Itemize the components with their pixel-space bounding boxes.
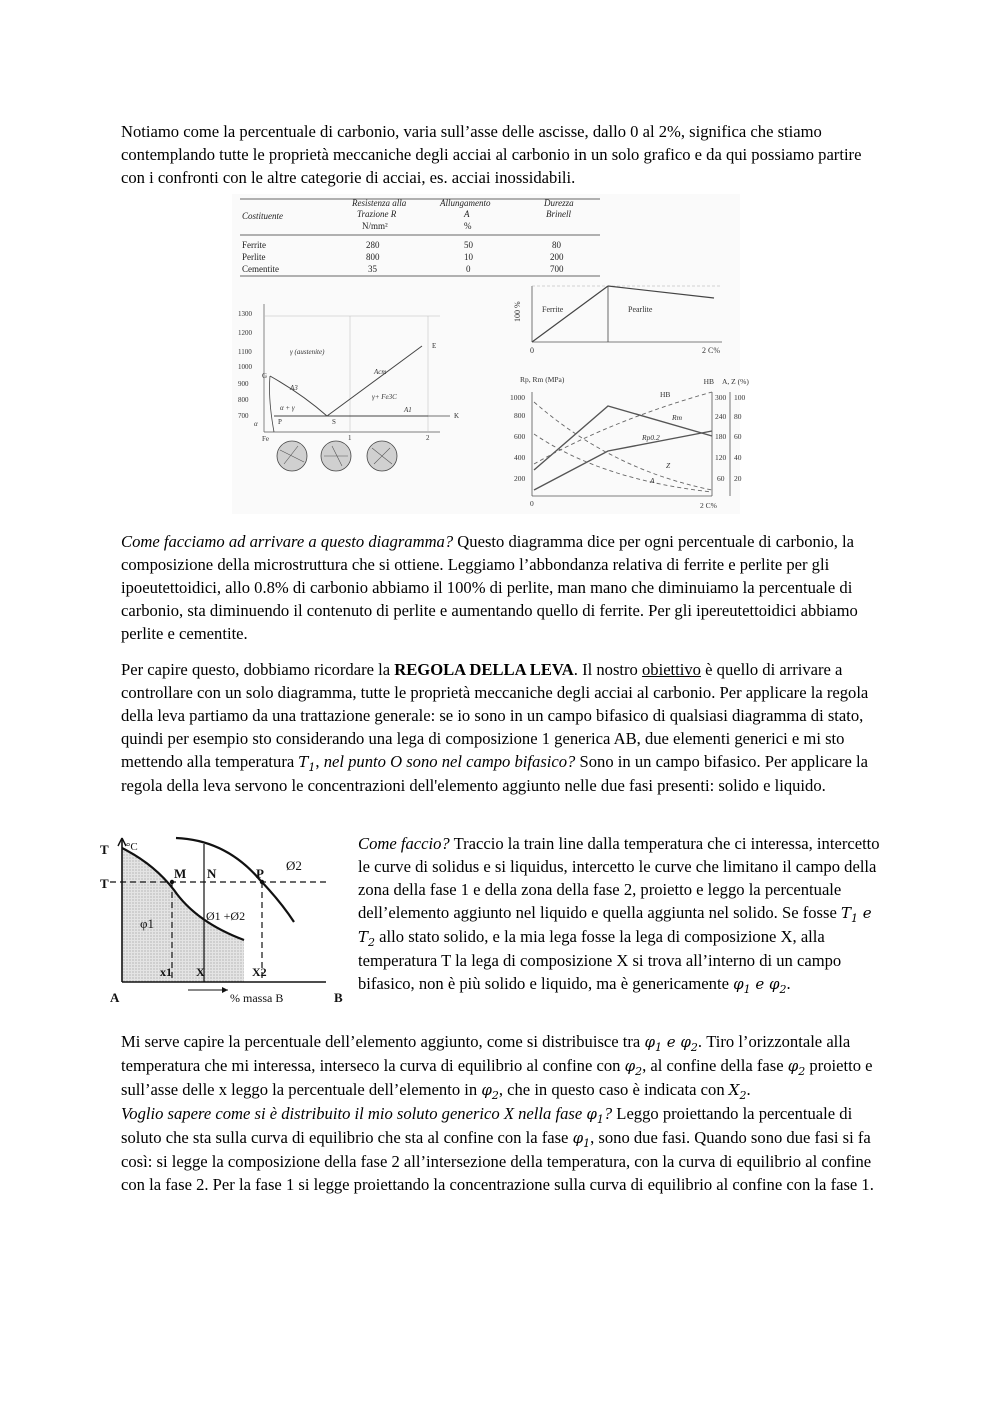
table-header-allungamento: Allungamento bbox=[440, 198, 491, 208]
mid-tick: 120 bbox=[715, 453, 727, 462]
text-run: Sono in un campo bifasico. Per applicare la regola della leva servono le concentrazioni dell'elemento aggiunto nelle due fasi presenti: solido e liquido. bbox=[121, 752, 868, 795]
math-symbol: φ bbox=[481, 1081, 492, 1099]
text-run: Traccio la train line dalla temperatura che ci interessa, intercetto le curve di solidus e si liquidus, intercetto le curve che limitano il campo della zona della fase 1 e della zona della fase 2, proietto e leggo la percentuale dell’elemento aggiunto nel liquido e quella aggiunta nel solido. Se fosse bbox=[358, 834, 880, 922]
bold-lever-rule: REGOLA DELLA LEVA bbox=[394, 660, 574, 679]
math-phi1 bbox=[733, 975, 751, 996]
math-symbol: φ bbox=[586, 1105, 597, 1123]
math-subscript: 2 bbox=[635, 1065, 643, 1078]
label-a1: A1 bbox=[404, 406, 412, 414]
x2-label: X2 bbox=[252, 965, 267, 979]
table-header-costituente: Costituente bbox=[242, 211, 283, 221]
label-z: Z bbox=[666, 461, 671, 470]
text-run: , al confine della fase bbox=[642, 1056, 788, 1075]
x-label: X bbox=[196, 965, 205, 979]
math-subscript: 2 bbox=[491, 1089, 499, 1102]
text-run: , che in questo caso è indicata con bbox=[498, 1080, 729, 1099]
micro-x0: 0 bbox=[530, 346, 534, 355]
table-cell: 10 bbox=[464, 252, 473, 262]
micro-x2: 2 C% bbox=[702, 346, 720, 355]
table-cell: 80 bbox=[552, 240, 561, 250]
right-tick: 80 bbox=[734, 412, 742, 421]
text-run: Questo diagramma dice per ogni percentuale di carbonio, la composizione della microstruttura che si ottiene. Leggiamo l’abbondanza relativa di ferrite e perlite per gli ipoeutettoidici, allo 0.8% di carbonio abbiamo il 100% di perlite, man mano che diminuiamo la percentuale di carbonio, sta diminuendo il contenuto di perlite e aumentando quello di ferrite. Per gli ipereutettoidici abbiamo perlite e cementite. bbox=[121, 532, 858, 643]
text-run: , bbox=[315, 752, 324, 771]
a-label: A bbox=[110, 990, 120, 1005]
t-axis-label: T bbox=[100, 842, 109, 857]
props-y-left-label: Rp, Rm (MPa) bbox=[520, 375, 565, 384]
lever-rule-diagram bbox=[96, 830, 346, 1005]
table-header-durezza: Durezza bbox=[544, 198, 574, 208]
italic-question: Come faccio? bbox=[358, 834, 450, 853]
math-t1 bbox=[298, 753, 316, 774]
label-e: E bbox=[432, 342, 437, 350]
text-run: . Il nostro bbox=[573, 660, 642, 679]
math-symbol: φ bbox=[680, 1033, 691, 1051]
table-header-resistenza: Resistenza alla bbox=[352, 198, 407, 208]
label-alpha: α bbox=[254, 420, 258, 428]
y-tick: 800 bbox=[238, 396, 249, 404]
text-run: Notiamo come la percentuale di carbonio, varia sull’asse delle ascisse, dallo 0 al 2%, significa che stiamo contemplando tutte le proprietà meccaniche degli acciai al carbonio in un solo grafico e da qui possiamo partire con i confronti con le altre categorie di acciai, es. acciai inossidabili. bbox=[121, 122, 862, 187]
label-k: K bbox=[454, 412, 460, 420]
math-phi2 bbox=[624, 1057, 643, 1078]
math-phi2 bbox=[769, 975, 787, 996]
paragraph-lever-rule bbox=[121, 658, 881, 797]
mass-b-axis-label: % massa B bbox=[230, 991, 284, 1005]
text-run: . bbox=[786, 974, 791, 993]
y-tick: 1000 bbox=[238, 363, 252, 371]
table-cell: 50 bbox=[464, 240, 473, 250]
left-tick: 200 bbox=[514, 474, 526, 483]
table-cell: 35 bbox=[368, 264, 377, 274]
table-cell: 200 bbox=[550, 252, 564, 262]
label-1: 1 bbox=[348, 434, 352, 442]
carbon-steel-figure bbox=[232, 194, 749, 514]
math-symbol: φ bbox=[644, 1033, 655, 1051]
label-p: P bbox=[278, 418, 282, 426]
point-m: M bbox=[174, 866, 187, 881]
table-header-a: A bbox=[464, 209, 470, 219]
label-ferrite: Ferrite bbox=[542, 305, 564, 314]
label-a: A bbox=[650, 476, 655, 485]
table-header-trazione: Trazione R bbox=[357, 209, 397, 219]
math-symbol: φ bbox=[733, 975, 744, 993]
math-phi2 bbox=[481, 1081, 499, 1102]
underlined-objective: obiettivo bbox=[641, 660, 701, 679]
math-phi2 bbox=[787, 1057, 806, 1078]
text-run: Mi serve capire la percentuale dell’elemento aggiunto, come si distribuisce tra bbox=[121, 1032, 645, 1051]
props-y-right-label: A, Z (%) bbox=[722, 377, 749, 386]
right-tick: 20 bbox=[734, 474, 742, 483]
math-phi1 bbox=[572, 1129, 591, 1150]
left-tick: 800 bbox=[514, 411, 526, 420]
t-line-label: T bbox=[100, 876, 109, 891]
left-tick: 1000 bbox=[510, 393, 525, 402]
math-subscript: 1 bbox=[743, 983, 751, 996]
label-gamma-fe3c: γ+ Fe3C bbox=[372, 393, 397, 401]
math-phi2 bbox=[680, 1033, 698, 1054]
label-2: 2 bbox=[426, 434, 430, 442]
x1-label: x1 bbox=[160, 965, 172, 979]
math-symbol: T bbox=[298, 753, 309, 771]
phi2-label: Ø2 bbox=[286, 858, 302, 873]
y-tick: 900 bbox=[238, 380, 249, 388]
label-pearlite: Pearlite bbox=[628, 305, 653, 314]
y-tick: 1200 bbox=[238, 329, 252, 337]
table-cell: 0 bbox=[466, 264, 471, 274]
label-a3: A3 bbox=[290, 384, 298, 392]
phi1-label: φ1 bbox=[140, 916, 155, 931]
math-symbol: φ bbox=[787, 1057, 799, 1075]
math-phi1 bbox=[586, 1105, 604, 1126]
text-run: Per capire questo, dobbiamo ricordare la bbox=[121, 660, 395, 679]
table-cell: Ferrite bbox=[242, 240, 266, 250]
mid-tick: 60 bbox=[717, 474, 725, 483]
math-subscript: 1 bbox=[308, 761, 316, 774]
math-symbol: X bbox=[728, 1081, 740, 1099]
label-austenite: γ (austenite) bbox=[290, 348, 325, 356]
math-subscript: 2 bbox=[798, 1065, 806, 1078]
math-symbol: φ bbox=[624, 1057, 636, 1075]
left-tick: 400 bbox=[514, 453, 526, 462]
math-subscript: 1 bbox=[596, 1113, 604, 1126]
math-connector: e bbox=[857, 904, 872, 922]
table-cell: Perlite bbox=[242, 252, 266, 262]
math-subscript: 2 bbox=[779, 983, 787, 996]
y-tick: 1100 bbox=[238, 348, 252, 356]
math-connector: e bbox=[661, 1033, 681, 1051]
mid-tick: 240 bbox=[715, 412, 727, 421]
text-run: è quello di arrivare a controllare con un solo diagramma, tutte le proprietà meccaniche degli acciai al carbonio. Per applicare la regola della leva partiamo da una trattazione generale: se io sono in un campo bifasico di qualsiasi diagramma di stato, quindi per esempio sto considerando una lega di composizione 1 generica AB, due elementi generici e mi sto mettendo alla temperatura bbox=[121, 660, 869, 771]
text-run: . bbox=[746, 1080, 751, 1099]
label-fe: Fe bbox=[262, 435, 269, 443]
text-run: allo stato solido, e la mia lega fosse la lega di composizione X, alla temperatura T la lega di composizione X si trova all’interno di un campo bifasico, non è più solido e liquido, ma è genericamente bbox=[358, 927, 842, 993]
micro-y-label: 100 % bbox=[513, 301, 522, 322]
label-alpha-gamma: α + γ bbox=[280, 404, 295, 412]
math-subscript: 2 bbox=[739, 1089, 747, 1102]
math-x2 bbox=[728, 1081, 747, 1102]
math-subscript: 1 bbox=[850, 912, 858, 925]
props-y-mid-label: HB bbox=[703, 377, 714, 386]
props-x2: 2 C% bbox=[700, 501, 717, 510]
math-symbol: T bbox=[840, 904, 851, 922]
label-hb: HB bbox=[660, 390, 671, 399]
math-symbol: T bbox=[358, 928, 369, 946]
right-tick: 40 bbox=[734, 453, 742, 462]
text-run: proietto e sull’asse delle x leggo la percentuale dell’elemento in bbox=[121, 1056, 873, 1099]
label-s: S bbox=[332, 418, 336, 426]
props-x0: 0 bbox=[530, 499, 534, 508]
math-subscript: 2 bbox=[690, 1041, 698, 1054]
paragraph-diagram-explanation bbox=[121, 530, 881, 645]
table-header-brinell: Brinell bbox=[546, 209, 571, 219]
mid-tick: 300 bbox=[715, 393, 727, 402]
right-tick: 100 bbox=[734, 393, 746, 402]
text-run: . Tiro l’orizzontale alla temperatura che mi interessa, interseco la curva di equilibrio al confine con bbox=[121, 1032, 851, 1075]
math-subscript: 1 bbox=[583, 1137, 591, 1150]
mid-tick: 180 bbox=[715, 432, 727, 441]
math-symbol: φ bbox=[769, 975, 780, 993]
label-g: G bbox=[262, 372, 268, 380]
italic-question: nel punto O sono nel campo bifasico? bbox=[323, 752, 576, 771]
italic-question: ? bbox=[603, 1104, 613, 1123]
paragraph-distribution bbox=[121, 1030, 881, 1196]
table-header-unit: N/mm² bbox=[362, 221, 388, 231]
right-tick: 60 bbox=[734, 432, 742, 441]
math-t2 bbox=[358, 928, 376, 949]
paragraph-intro bbox=[121, 120, 881, 189]
math-symbol: φ bbox=[572, 1129, 584, 1147]
y-tick: 1300 bbox=[238, 310, 252, 318]
math-connector: e bbox=[750, 975, 770, 993]
text-run: , sono due fasi. Quando sono due fasi si fa così: si legge la composizione della fase 2 all’intersezione della temperatura, con la curva di equilibrio al confine con la fase 2. Per la fase 1 si legge proiettando la concentrazione sulla curva di equilibrio al confine con la fase 1. bbox=[121, 1128, 874, 1194]
text-run: Leggo proiettando la percentuale di soluto che sta sulla curva di equilibrio che sta al confine con la fase bbox=[121, 1104, 853, 1147]
math-subscript: 2 bbox=[368, 936, 376, 949]
point-p: P bbox=[256, 866, 264, 881]
point-n: N bbox=[207, 866, 217, 881]
y-tick: 700 bbox=[238, 412, 249, 420]
label-acm: Acm bbox=[374, 368, 387, 376]
left-tick: 600 bbox=[514, 432, 526, 441]
table-cell: 800 bbox=[366, 252, 380, 262]
label-rm: Rm bbox=[672, 413, 682, 422]
table-cell: 280 bbox=[366, 240, 380, 250]
math-subscript: 1 bbox=[654, 1041, 662, 1054]
label-rp02: Rp0.2 bbox=[642, 433, 660, 442]
italic-question: Voglio sapere come si è distribuito il mio soluto generico X nella fase bbox=[121, 1104, 587, 1123]
italic-question: Come facciamo ad arrivare a questo diagramma? bbox=[121, 532, 454, 551]
degc-label: °C bbox=[126, 841, 138, 853]
b-label: B bbox=[334, 990, 343, 1005]
table-cell: Cementite bbox=[242, 264, 279, 274]
paragraph-how-to bbox=[358, 832, 883, 996]
math-t1 bbox=[840, 904, 858, 925]
phi1-phi2-label: Ø1 +Ø2 bbox=[206, 909, 246, 923]
table-header-percent: % bbox=[464, 221, 472, 231]
microstructure-circles bbox=[277, 441, 397, 471]
math-phi1 bbox=[644, 1033, 662, 1054]
table-cell: 700 bbox=[550, 264, 564, 274]
